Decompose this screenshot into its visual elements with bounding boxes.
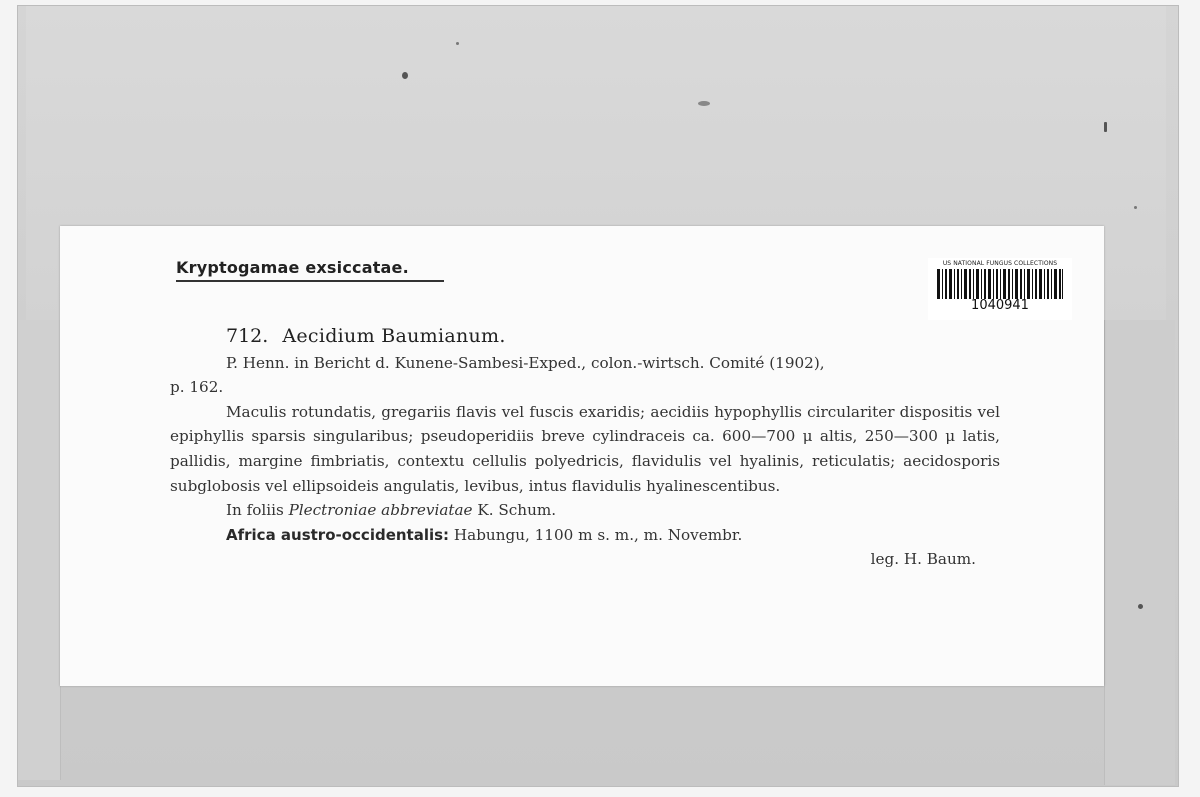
paper-speck [1134,206,1137,209]
host-name: Plectroniae abbreviatae [288,501,473,520]
packet-left-edge [18,320,61,780]
citation-page: p. 162. [170,378,224,397]
citation-line: P. Henn. in Bericht d. Kunene-Sambesi-Exped., colon.-wirtsch. Comité (1902), [226,353,825,372]
host-prefix: In foliis [226,501,284,520]
host-author: K. Schum. [477,501,557,520]
host-line [170,498,1000,523]
paper-speck [1104,122,1107,132]
species-heading [226,324,1000,349]
paper-speck [456,42,459,45]
locality-line [170,523,1000,548]
paper-speck [1138,604,1143,609]
label-text [170,324,1000,572]
description: Maculis rotundatis, gregariis flavis vel fuscis exaridis; aecidiis hypophyllis circulariter dispositis vel epiphyllis sparsis singularibus; pseudoperidiis breve cylindraceis ca. 600—700 μ altis, 250—300 μ latis, pallidis, margine fimbriatis, contextu cellulis polyedricis, flavidulis vel hyalinis, reticulatis; aecidosporis subglobosis vel ellipsoideis angulatis, levibus, intus flavidulis hyalinescentibus. [170,402,1000,495]
barcode-icon [935,269,1065,299]
exsiccata-number: 712. [226,325,269,347]
locality-region: Africa austro-occidentalis: [226,525,450,544]
packet-right-edge [1104,320,1175,785]
paper-speck [402,72,408,79]
specimen-label [60,226,1104,686]
collector: leg. H. Baum. [870,550,976,569]
barcode [928,258,1072,320]
series-title: Kryptogamae exsiccatae. [176,258,444,282]
locality-detail: Habungu, 1100 m s. m., m. Novembr. [453,525,743,544]
species-name: Aecidium Baumianum. [282,325,506,347]
barcode-number: 1040941 [971,298,1029,313]
paper-speck [698,101,710,106]
barcode-caption: US NATIONAL FUNGUS COLLECTIONS [942,260,1058,267]
